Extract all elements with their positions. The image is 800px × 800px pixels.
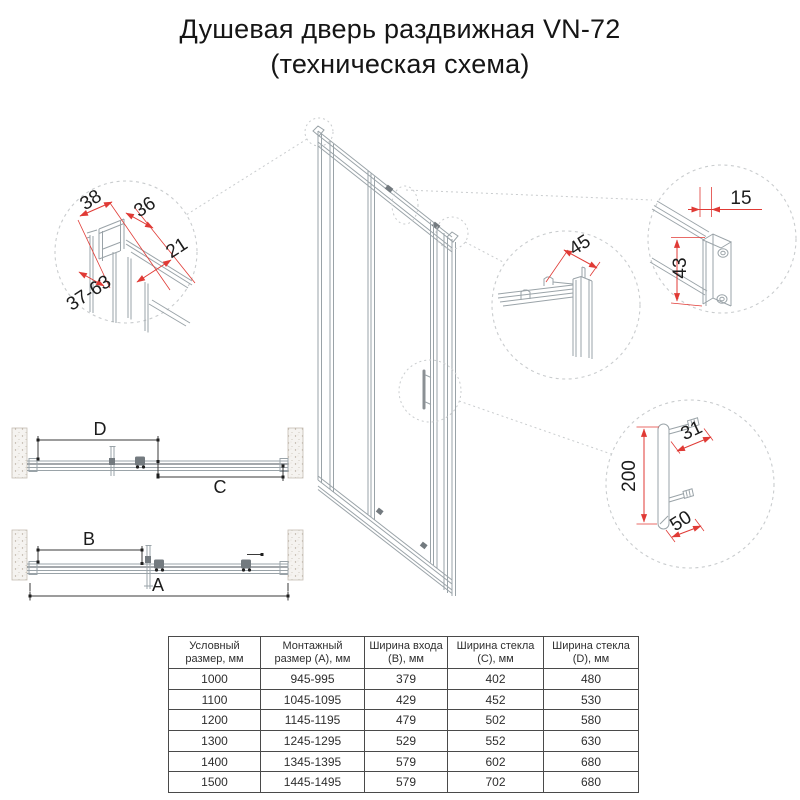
cell-nominal: 1100 <box>169 689 261 710</box>
cell-nominal: 1400 <box>169 751 261 772</box>
col-header-glass-width-c: Ширина стекла (C), мм <box>448 637 544 669</box>
cell-glass-c: 702 <box>448 772 544 793</box>
cell-nominal: 1300 <box>169 731 261 752</box>
cell-glass-c: 552 <box>448 731 544 752</box>
door-3d-view <box>186 118 652 596</box>
roller-plan-bottom-2 <box>241 560 251 569</box>
cell-mount-a: 1045-1095 <box>261 689 365 710</box>
plan-view-bottom <box>12 529 303 601</box>
cell-glass-d: 630 <box>544 731 639 752</box>
table-row <box>169 772 639 793</box>
col-header-entry-width-b: Ширина входа (B), мм <box>365 637 448 669</box>
table-row <box>169 689 639 710</box>
handle-screw-bottom <box>683 489 694 499</box>
cell-entry-b: 429 <box>365 689 448 710</box>
table-row <box>169 731 639 752</box>
page-title-line2: (техническая схема) <box>270 49 530 79</box>
cell-glass-d: 680 <box>544 751 639 772</box>
callout-top-profile <box>55 181 197 333</box>
roller-plan-top <box>135 457 145 466</box>
wall-post <box>288 530 303 580</box>
dim-36: 36 <box>130 192 160 222</box>
guide-bottom-2 <box>420 542 428 550</box>
cell-nominal: 1000 <box>169 669 261 690</box>
cell-entry-b: 579 <box>365 772 448 793</box>
table-row <box>169 751 639 772</box>
cell-mount-a: 1145-1195 <box>261 710 365 731</box>
cell-glass-c: 402 <box>448 669 544 690</box>
wall-post <box>12 428 27 478</box>
cell-entry-b: 579 <box>365 751 448 772</box>
cell-glass-c: 452 <box>448 689 544 710</box>
page-title-line1: Душевая дверь раздвижная VN-72 <box>179 14 621 44</box>
callout-wall-bracket-ring <box>648 165 796 313</box>
leader-to-door-profile-callout <box>465 242 503 262</box>
dim-15: 15 <box>730 188 752 209</box>
cell-entry-b: 479 <box>365 710 448 731</box>
dim-38: 38 <box>76 185 106 215</box>
table-row <box>169 710 639 731</box>
col-header-nominal-size: Условный размер, мм <box>169 637 261 669</box>
table-header-row <box>169 637 639 669</box>
leader-to-top-left-callout <box>186 139 307 215</box>
cell-glass-d: 580 <box>544 710 639 731</box>
cell-glass-c: 602 <box>448 751 544 772</box>
dim-label-b: B <box>82 529 96 549</box>
dim-43: 43 <box>670 257 691 279</box>
cell-entry-b: 379 <box>365 669 448 690</box>
bracket-screw-top <box>718 249 728 257</box>
callout-wall-bracket <box>648 165 796 313</box>
cell-glass-d: 530 <box>544 689 639 710</box>
dim-50: 50 <box>666 506 696 536</box>
cell-mount-a: 1345-1395 <box>261 751 365 772</box>
cell-nominal: 1200 <box>169 710 261 731</box>
roller-top-1 <box>385 185 394 193</box>
cell-mount-a: 1245-1295 <box>261 731 365 752</box>
dim-label-a: A <box>151 575 165 595</box>
guide-bottom-1 <box>376 508 384 516</box>
dim-label-d: D <box>93 419 107 439</box>
cell-mount-a: 945-995 <box>261 669 365 690</box>
cell-nominal: 1500 <box>169 772 261 793</box>
col-header-mount-size-a: Монтажный размер (A), мм <box>261 637 365 669</box>
cell-mount-a: 1445-1495 <box>261 772 365 793</box>
dim-label-c: C <box>213 477 227 497</box>
dim-45: 45 <box>565 230 595 260</box>
cell-glass-d: 480 <box>544 669 639 690</box>
cell-glass-c: 502 <box>448 710 544 731</box>
leader-to-wall-bracket-callout <box>406 190 652 200</box>
roller-plan-bottom-1 <box>154 560 164 569</box>
cell-glass-d: 680 <box>544 772 639 793</box>
dim-31: 31 <box>677 417 706 445</box>
col-header-glass-width-d: Ширина стекла (D), мм <box>544 637 639 669</box>
dim-21: 21 <box>162 233 192 263</box>
plan-view-top <box>12 419 303 497</box>
dim-37-63: 37-63 <box>62 271 116 316</box>
leader-to-handle-callout <box>459 401 611 454</box>
wall-post <box>288 428 303 478</box>
size-table <box>168 636 639 793</box>
callout-handle <box>606 400 774 568</box>
wall-post <box>12 530 27 580</box>
door-handle <box>424 371 431 408</box>
cell-entry-b: 529 <box>365 731 448 752</box>
callout-door-profile <box>492 231 640 379</box>
dim-200: 200 <box>619 460 640 492</box>
table-row <box>169 669 639 690</box>
handle-bar <box>658 424 669 529</box>
